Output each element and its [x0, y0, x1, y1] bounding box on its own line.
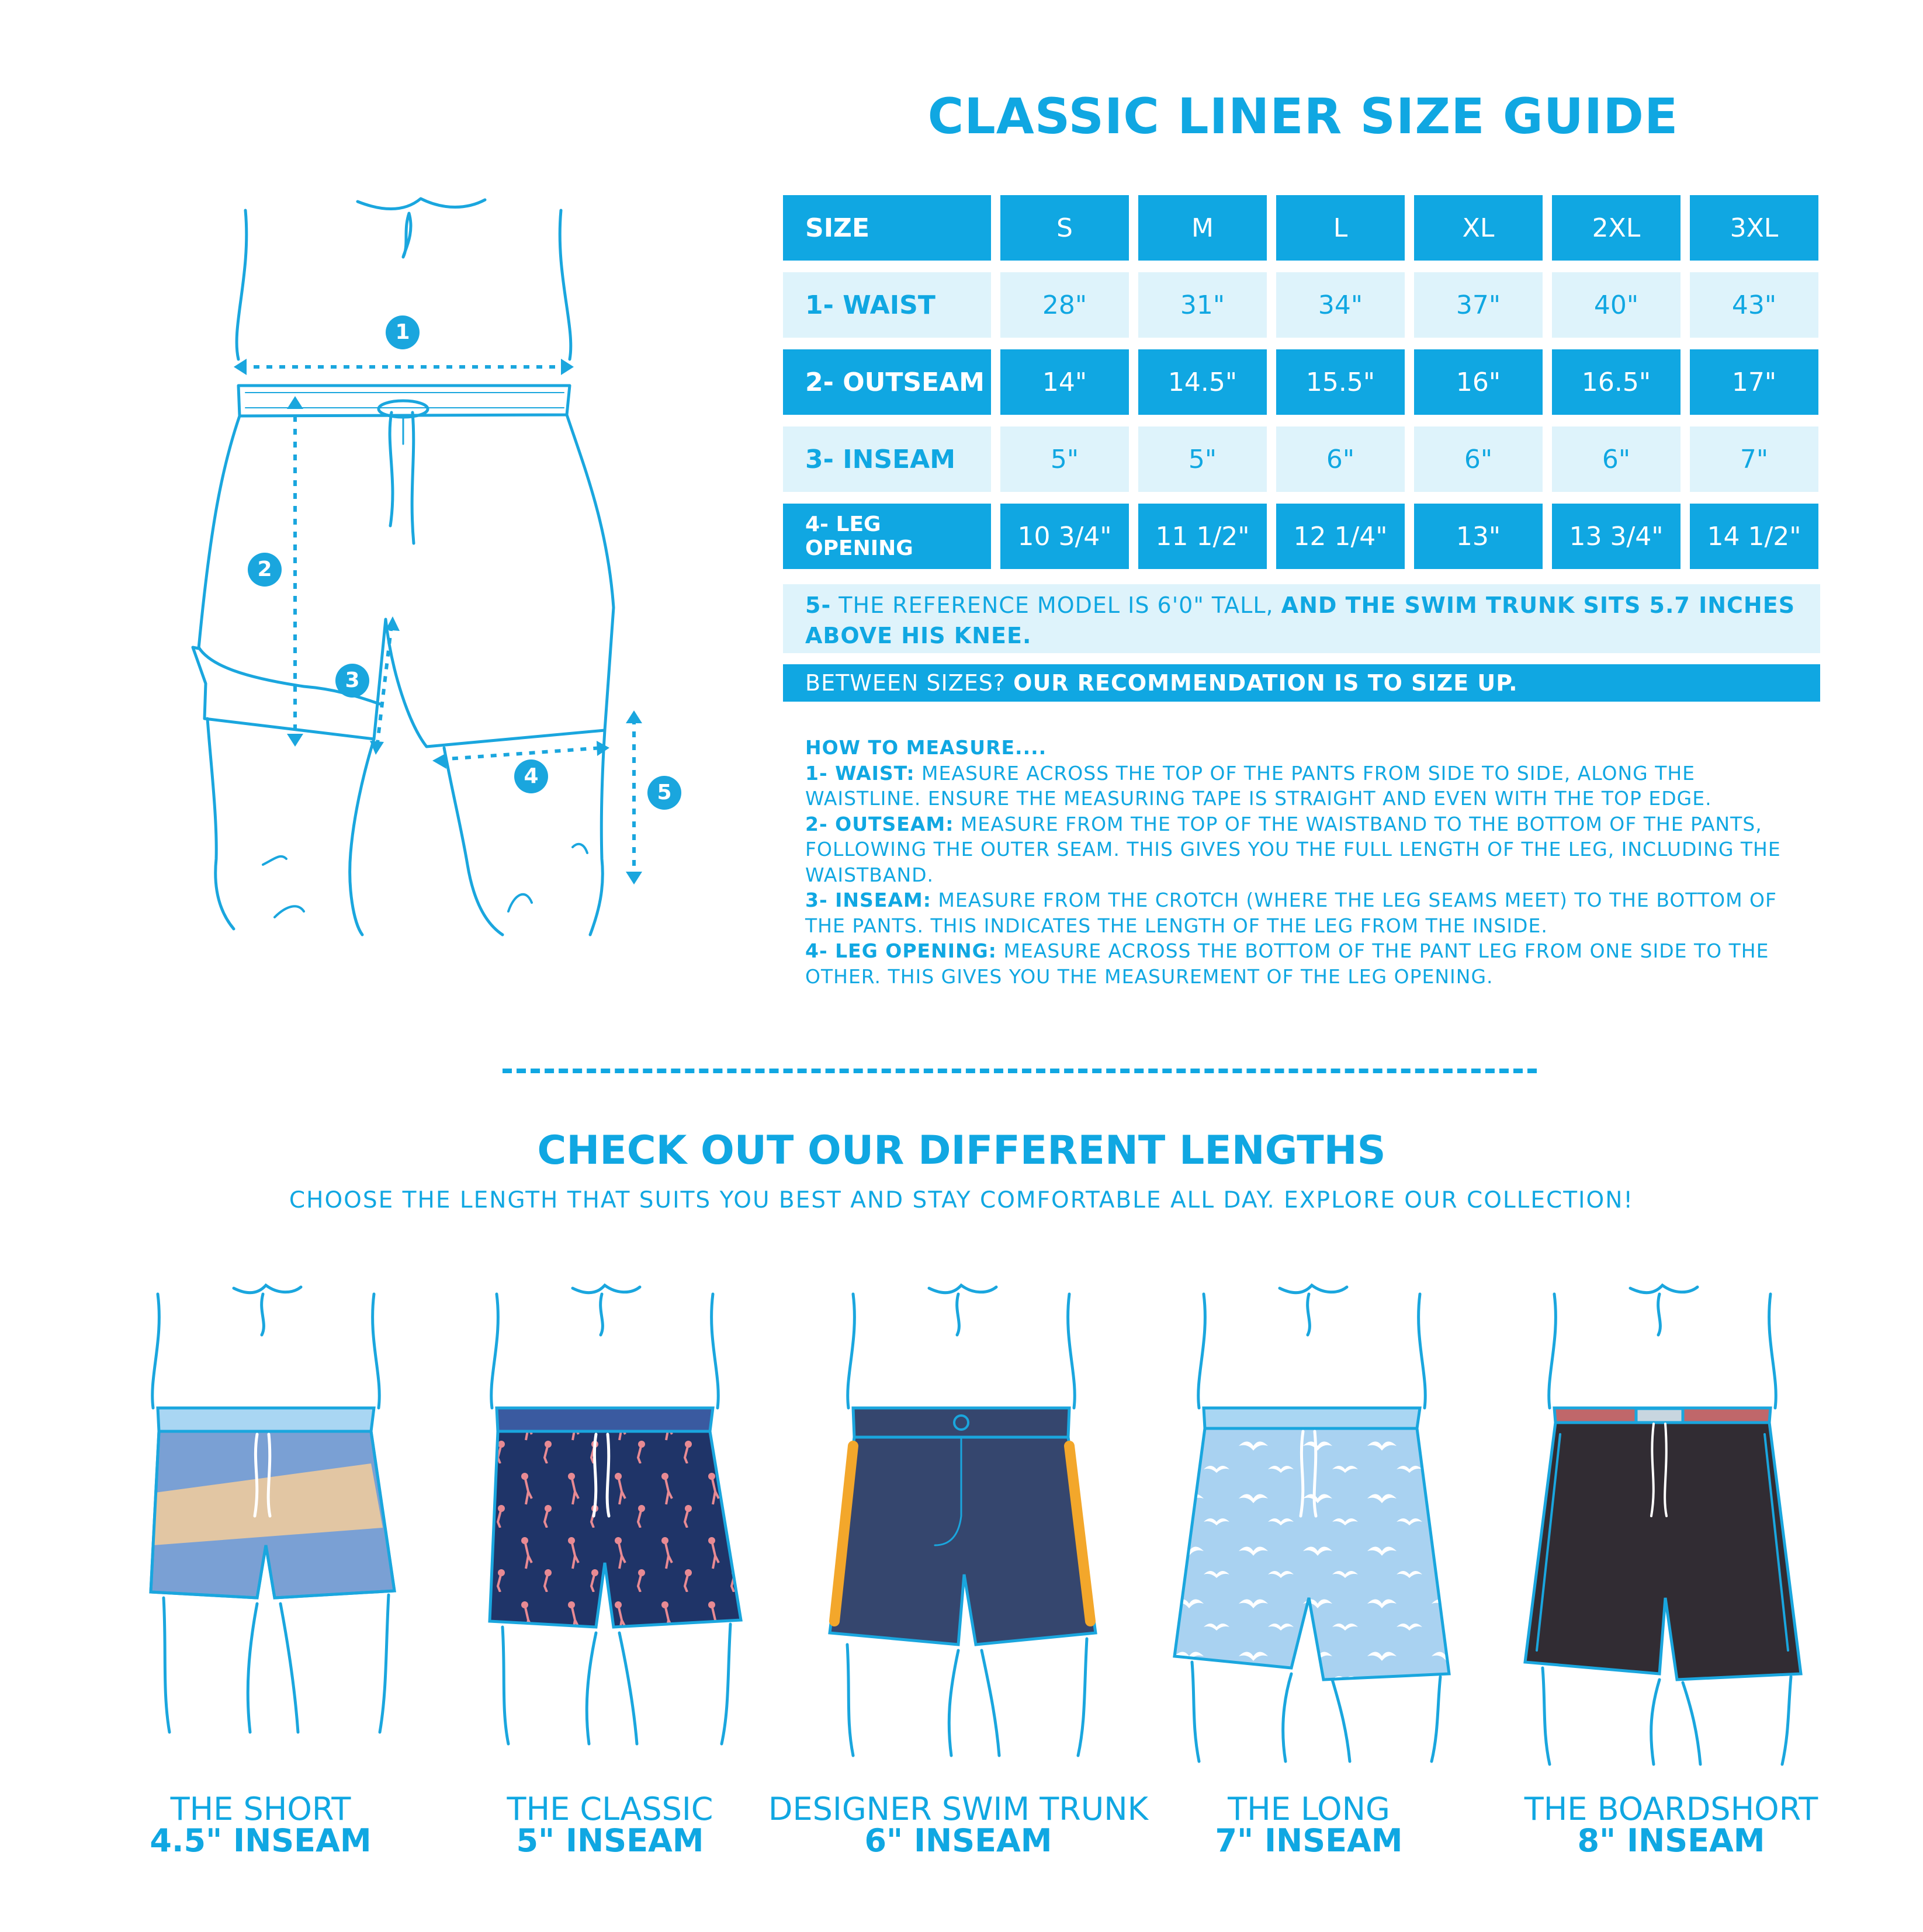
between-bold: OUR RECOMMENDATION IS TO SIZE UP.: [1013, 670, 1518, 696]
table-cell: 34": [1276, 272, 1405, 338]
caption-inseam: 8" INSEAM: [1577, 1822, 1765, 1859]
row-label: 3- INSEAM: [783, 426, 991, 492]
figure-designer-swim-trunk: [830, 1285, 1096, 1756]
table-cell: 5": [1138, 426, 1267, 492]
table-cell: 17": [1690, 349, 1818, 415]
marker-label: 1: [395, 320, 410, 344]
table-cell: 14 1/2": [1690, 504, 1818, 569]
table-cell: 12 1/4": [1276, 504, 1405, 569]
between-text: BETWEEN SIZES?: [805, 670, 1014, 696]
table-cell: 16.5": [1552, 349, 1681, 415]
figure-the-classic: [490, 1285, 741, 1744]
table-cell: 43": [1690, 272, 1818, 338]
size-col-header: XL: [1414, 195, 1543, 261]
marker-label: 5: [657, 781, 672, 804]
row-label: 2- OUTSEAM: [783, 349, 991, 415]
lengths-subtitle: CHOOSE THE LENGTH THAT SUITS YOU BEST AND STAY COMFORTABLE ALL DAY. EXPLORE OUR COLLECTION!: [289, 1187, 1634, 1213]
table-cell: 6": [1552, 426, 1681, 492]
size-col-header: 2XL: [1552, 195, 1681, 261]
caption-the-classic: [429, 1791, 791, 1859]
table-cell: 10 3/4": [1000, 504, 1129, 569]
table-cell: 31": [1138, 272, 1267, 338]
size-col-header: S: [1000, 195, 1129, 261]
how-to-label: 1- WAIST:: [805, 761, 915, 785]
size-col-header: M: [1138, 195, 1267, 261]
note-text: THE REFERENCE MODEL IS 6'0" TALL,: [831, 592, 1281, 618]
caption-designer-swim-trunk: [754, 1791, 1163, 1859]
size-col-header: 3XL: [1690, 195, 1818, 261]
table-cell: 37": [1414, 272, 1543, 338]
caption-name: THE LONG: [1228, 1791, 1390, 1827]
lengths-title: CHECK OUT OUR DIFFERENT LENGTHS: [537, 1128, 1386, 1174]
table-cell: 11 1/2": [1138, 504, 1267, 569]
marker-label: 3: [345, 668, 360, 692]
table-cell: 28": [1000, 272, 1129, 338]
note-prefix: 5-: [805, 592, 831, 618]
table-cell: 15.5": [1276, 349, 1405, 415]
row-label: 1- WAIST: [783, 272, 991, 338]
table-cell: 40": [1552, 272, 1681, 338]
table-cell: 16": [1414, 349, 1543, 415]
caption-inseam: 5" INSEAM: [516, 1822, 704, 1859]
size-header-label: SIZE: [783, 195, 991, 261]
how-to-text: MEASURE FROM THE TOP OF THE WAISTBAND TO THE BOTTOM OF THE PANTS, FOLLOWING THE OUTER SEAM. THIS GIVES YOU THE FULL LENGTH OF THE LEG, INCLUDING THE WAISTBAND.: [805, 812, 1781, 886]
marker-label: 2: [257, 557, 272, 581]
caption-name: DESIGNER SWIM TRUNK: [768, 1791, 1149, 1827]
caption-inseam: 7" INSEAM: [1215, 1822, 1403, 1859]
how-to-label: 4- LEG OPENING:: [805, 939, 997, 962]
how-to-text: MEASURE ACROSS THE BOTTOM OF THE PANT LEG FROM ONE SIDE TO THE OTHER. THIS GIVES YOU THE MEASUREMENT OF THE LEG OPENING.: [805, 939, 1769, 988]
table-cell: 13 3/4": [1552, 504, 1681, 569]
table-cell: 14": [1000, 349, 1129, 415]
figure-the-long: [1174, 1285, 1449, 1761]
table-cell: 14.5": [1138, 349, 1267, 415]
caption-the-long: [1128, 1791, 1490, 1859]
caption-name: THE CLASSIC: [507, 1791, 713, 1827]
caption-name: THE BOARDSHORT: [1524, 1791, 1818, 1827]
caption-name: THE SHORT: [170, 1791, 351, 1827]
row-label: 4- LEG OPENING: [783, 504, 991, 569]
caption-the-short: [79, 1791, 442, 1859]
size-col-header: L: [1276, 195, 1405, 261]
how-to-label: 3- INSEAM:: [805, 889, 931, 911]
table-cell: 6": [1414, 426, 1543, 492]
table-cell: 6": [1276, 426, 1405, 492]
marker-label: 4: [524, 764, 539, 788]
figure-the-short: [151, 1285, 394, 1732]
note-bold: AND THE SWIM TRUNK SITS 5.7 INCHES ABOVE HIS KNEE.: [805, 592, 1796, 648]
how-to-text: MEASURE FROM THE CROTCH (WHERE THE LEG SEAMS MEET) TO THE BOTTOM OF THE PANTS. THIS INDICATES THE LENGTH OF THE LEG FROM THE INSIDE.: [805, 889, 1777, 937]
size-guide-title: CLASSIC LINER SIZE GUIDE: [927, 88, 1679, 145]
caption-inseam: 4.5" INSEAM: [150, 1822, 372, 1859]
how-to-text: MEASURE ACROSS THE TOP OF THE PANTS FROM SIDE TO SIDE, ALONG THE WAISTLINE. ENSURE THE MEASURING TAPE IS STRAIGHT AND EVEN WITH THE TOP EDGE.: [805, 761, 1712, 810]
table-cell: 7": [1690, 426, 1818, 492]
how-to-heading: HOW TO MEASURE....: [805, 736, 1047, 759]
caption-the-boardshort: [1484, 1791, 1858, 1859]
table-cell: 13": [1414, 504, 1543, 569]
table-cell: 5": [1000, 426, 1129, 492]
caption-inseam: 6" INSEAM: [864, 1822, 1052, 1859]
how-to-label: 2- OUTSEAM:: [805, 812, 954, 835]
figure-the-boardshort: [1525, 1285, 1801, 1764]
